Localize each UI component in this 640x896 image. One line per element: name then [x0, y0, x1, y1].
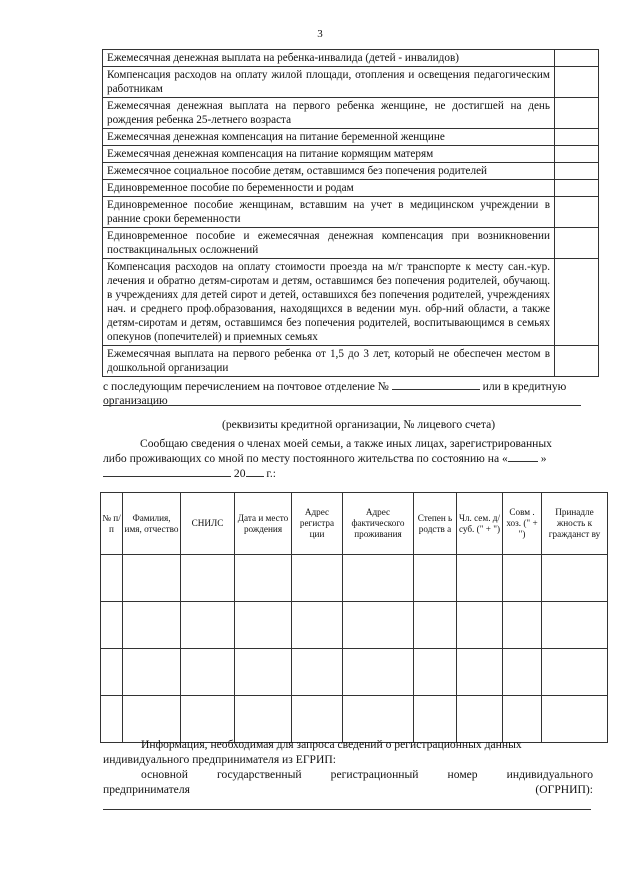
date-line — [103, 466, 276, 481]
benefit-row — [103, 180, 599, 197]
family-intro-text: либо проживающих со мной по месту постоянного жительства по состоянию на — [103, 452, 500, 465]
ogrnip-field[interactable] — [103, 809, 591, 810]
family-cell[interactable] — [235, 649, 292, 696]
family-cell[interactable] — [181, 555, 235, 602]
family-cell[interactable] — [123, 696, 181, 743]
family-cell[interactable] — [343, 649, 414, 696]
postal-prefix: с последующим перечислением на почтовое отделение № — [103, 380, 389, 393]
benefit-checkbox-cell[interactable] — [555, 163, 599, 180]
family-cell[interactable] — [235, 602, 292, 649]
family-cell[interactable] — [292, 649, 343, 696]
family-cell[interactable] — [235, 555, 292, 602]
benefit-checkbox-cell[interactable] — [555, 228, 599, 259]
family-cell[interactable] — [292, 555, 343, 602]
family-header-cell: Чл. сем. д/суб. (" + ") — [457, 493, 503, 555]
egrip-word-2: государственный — [216, 768, 302, 781]
family-cell[interactable] — [101, 555, 123, 602]
benefit-row — [103, 98, 599, 129]
benefit-label: Ежемесячная денежная компенсация на питание кормящим матерям — [103, 146, 555, 163]
benefit-label: Компенсация расходов на оплату стоимости проезда на м/г транспорте к месту сан.-кур. лечения и обратно детям-сиротам и детям, оставшимся без попечения родителей, обучающ. в учреждениях для детей сирот и детей, оставшихся без попечения родителей, учреждениях нач. и среднего проф.образования, находящихся в ведении мун. обр-ний области, а также детям-сиротам и детям, оставшимся без попечения родителей, воспитывающимся в семьях опекунов (попечителей) и приемных семьях — [103, 259, 555, 346]
family-cell[interactable] — [181, 696, 235, 743]
quote-close: » — [540, 452, 547, 465]
family-cell[interactable] — [101, 602, 123, 649]
family-cell[interactable] — [457, 602, 503, 649]
benefit-label: Ежемесячная денежная выплата на первого ребенка женщине, не достигшей на день рождения ребенка 25-летнего возраста — [103, 98, 555, 129]
benefit-row — [103, 259, 599, 346]
postal-line — [103, 379, 623, 394]
family-cell[interactable] — [457, 555, 503, 602]
family-row — [101, 555, 608, 602]
family-cell[interactable] — [343, 696, 414, 743]
family-cell[interactable] — [503, 555, 542, 602]
benefit-row — [103, 197, 599, 228]
family-cell[interactable] — [503, 649, 542, 696]
family-cell[interactable] — [414, 649, 457, 696]
year-prefix: 20 — [233, 467, 246, 480]
family-cell[interactable] — [123, 602, 181, 649]
family-row — [101, 649, 608, 696]
family-cell[interactable] — [542, 602, 608, 649]
family-header-cell: Адрес фактического проживания — [343, 493, 414, 555]
egrip-word-4: номер — [447, 768, 478, 781]
family-cell[interactable] — [343, 555, 414, 602]
benefit-label: Ежемесячное социальное пособие детям, оставшимся без попечения родителей — [103, 163, 555, 180]
year-suffix: г.: — [266, 467, 276, 480]
family-header-cell: Адрес регистра ции — [292, 493, 343, 555]
benefit-checkbox-cell[interactable] — [555, 259, 599, 346]
day-field[interactable] — [508, 461, 538, 462]
postal-middle: или в кредитную — [482, 380, 567, 393]
benefit-row — [103, 146, 599, 163]
benefit-row — [103, 163, 599, 180]
benefit-checkbox-cell[interactable] — [555, 50, 599, 67]
family-cell[interactable] — [181, 602, 235, 649]
month-field[interactable] — [103, 476, 231, 477]
egrip-ogrnip-label: (ОГРНИП): — [535, 783, 593, 796]
benefit-label: Компенсация расходов на оплату жилой площади, отопления и освещения педагогическим работникам — [103, 67, 555, 98]
egrip-line2: индивидуального предпринимателя из ЕГРИП: — [103, 753, 336, 766]
family-members-table — [100, 492, 608, 743]
family-cell[interactable] — [542, 649, 608, 696]
family-cell[interactable] — [123, 555, 181, 602]
family-cell[interactable] — [181, 649, 235, 696]
family-cell[interactable] — [292, 602, 343, 649]
family-cell[interactable] — [542, 555, 608, 602]
family-cell[interactable] — [457, 649, 503, 696]
family-cell[interactable] — [457, 696, 503, 743]
benefit-row — [103, 50, 599, 67]
postal-office-field[interactable] — [392, 389, 480, 390]
benefit-row — [103, 67, 599, 98]
benefit-label: Единовременное пособие женщинам, вставшим на учет в медицинском учреждении в ранние сроки беременности — [103, 197, 555, 228]
page-number: 3 — [317, 28, 323, 40]
benefit-row — [103, 228, 599, 259]
family-header-cell: Дата и место рождения — [235, 493, 292, 555]
benefit-checkbox-cell[interactable] — [555, 346, 599, 377]
family-cell[interactable] — [101, 696, 123, 743]
benefit-label: Ежемесячная выплата на первого ребенка от 1,5 до 3 лет, который не обеспечен местом в дошкольной организации — [103, 346, 555, 377]
family-header-cell: Фамилия, имя, отчество — [123, 493, 181, 555]
family-cell[interactable] — [542, 696, 608, 743]
family-intro-line2 — [103, 451, 623, 466]
family-row — [101, 602, 608, 649]
egrip-entrepreneur: предпринимателя — [103, 783, 190, 796]
family-cell[interactable] — [414, 696, 457, 743]
benefit-checkbox-cell[interactable] — [555, 129, 599, 146]
benefits-table — [102, 49, 599, 377]
quote-open: « — [502, 452, 508, 465]
postal-end: организацию — [103, 394, 168, 407]
egrip-line1: Информация, необходимая для запроса сведений о регистрационных данных — [141, 738, 522, 751]
family-cell[interactable] — [503, 602, 542, 649]
family-cell[interactable] — [414, 555, 457, 602]
family-cell[interactable] — [123, 649, 181, 696]
benefit-label: Единовременное пособие по беременности и родам — [103, 180, 555, 197]
family-cell[interactable] — [101, 649, 123, 696]
family-cell[interactable] — [235, 696, 292, 743]
egrip-word-5: индивидуального — [506, 768, 593, 781]
family-cell[interactable] — [343, 602, 414, 649]
family-header-cell: СНИЛС — [181, 493, 235, 555]
egrip-line4 — [103, 782, 593, 797]
family-cell[interactable] — [503, 696, 542, 743]
family-header-cell: № п/ п — [101, 493, 123, 555]
benefit-checkbox-cell[interactable] — [555, 98, 599, 129]
benefit-row — [103, 129, 599, 146]
family-cell[interactable] — [414, 602, 457, 649]
bank-details-field[interactable] — [103, 405, 581, 406]
year-field[interactable] — [246, 476, 264, 477]
egrip-line3 — [141, 767, 593, 782]
bank-caption: (реквизиты кредитной организации, № лицевого счета) — [222, 418, 496, 431]
family-intro-line1: Сообщаю сведения о членах моей семьи, а также иных лицах, зарегистрированных — [140, 437, 552, 450]
benefit-checkbox-cell[interactable] — [555, 146, 599, 163]
family-row — [101, 696, 608, 743]
family-header-cell: Совм . хоз. (" + ") — [503, 493, 542, 555]
benefit-label: Ежемесячная денежная компенсация на питание беременной женщине — [103, 129, 555, 146]
benefit-label: Единовременное пособие и ежемесячная денежная компенсация при возникновении поствакцинальных осложнений — [103, 228, 555, 259]
benefit-row — [103, 346, 599, 377]
egrip-word-1: основной — [141, 768, 188, 781]
benefit-label: Ежемесячная денежная выплата на ребенка-инвалида (детей - инвалидов) — [103, 50, 555, 67]
family-cell[interactable] — [292, 696, 343, 743]
family-header-cell: Принадле жность к гражданст ву — [542, 493, 608, 555]
family-header-cell: Степен ь родств а — [414, 493, 457, 555]
benefit-checkbox-cell[interactable] — [555, 180, 599, 197]
benefit-checkbox-cell[interactable] — [555, 67, 599, 98]
egrip-word-3: регистрационный — [330, 768, 419, 781]
benefit-checkbox-cell[interactable] — [555, 197, 599, 228]
